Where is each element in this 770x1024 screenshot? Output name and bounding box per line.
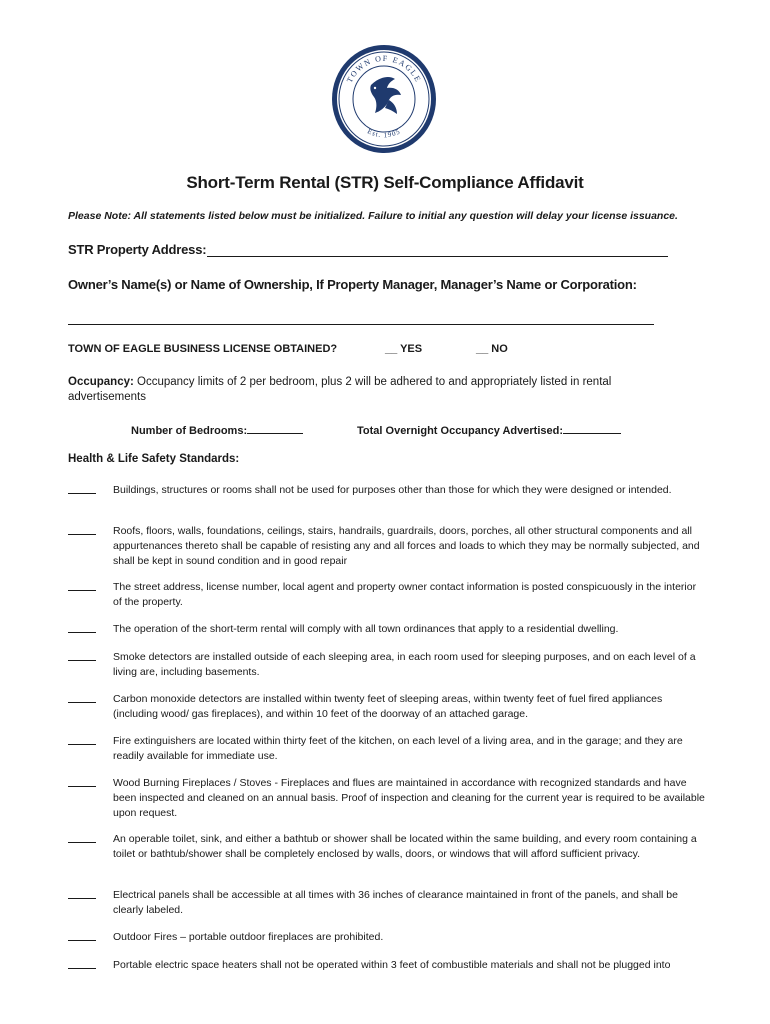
initial-field[interactable] bbox=[68, 958, 96, 974]
bedrooms-field[interactable] bbox=[247, 423, 303, 434]
overnight-occupancy-label: Total Overnight Occupancy Advertised: bbox=[357, 425, 563, 437]
list-item-text: Electrical panels shall be accessible at all times with 36 inches of clearance maintained in front of the panels, and shall be clearly labeled. bbox=[113, 889, 678, 916]
occupancy-label: Occupancy: bbox=[68, 376, 134, 388]
business-license-no[interactable]: __ NO bbox=[476, 343, 508, 355]
initial-field[interactable] bbox=[68, 650, 96, 666]
initial-field[interactable] bbox=[68, 524, 96, 540]
occupancy-text: Occupancy limits of 2 per bedroom, plus 2 will be adhered to and appropriately listed in rental advertisements bbox=[68, 376, 612, 403]
instruction-note: Please Note: All statements listed below must be initialized. Failure to initial any question will delay your license issuance. bbox=[68, 210, 678, 222]
town-seal-logo bbox=[331, 43, 437, 155]
list-item-text: An operable toilet, sink, and either a bathtub or shower shall be located within the same building, and every room containing a toilet or bathtub/shower shall be completely enclosed by walls, doors, or windows that will afford sufficient privacy. bbox=[113, 833, 697, 860]
list-item-text: Buildings, structures or rooms shall not be used for purposes other than those for which they were designed or intended. bbox=[113, 484, 672, 496]
initial-field[interactable] bbox=[68, 832, 96, 848]
address-label: STR Property Address: bbox=[68, 242, 207, 257]
page-title: Short-Term Rental (STR) Self-Compliance Affidavit bbox=[186, 173, 584, 192]
list-item-text: Portable electric space heaters shall not be operated within 3 feet of combustible materials and shall not be plugged into bbox=[113, 959, 671, 971]
overnight-occupancy-field[interactable] bbox=[563, 423, 621, 434]
initial-field[interactable] bbox=[68, 776, 96, 792]
list-item-text: The operation of the short-term rental will comply with all town ordinances that apply to a residential dwelling. bbox=[113, 623, 619, 635]
list-item-text: Fire extinguishers are located within thirty feet of the kitchen, on each level of a living area, and in the garage; and they are readily available for immediate use. bbox=[113, 735, 683, 762]
section-title: Health & Life Safety Standards: bbox=[68, 453, 240, 465]
business-license-yes[interactable]: __ YES bbox=[385, 343, 423, 355]
owner-field[interactable] bbox=[68, 312, 654, 325]
occupancy-statement bbox=[68, 375, 688, 405]
list-item-text: Roofs, floors, walls, foundations, ceilings, stairs, handrails, guardrails, doors, porches, all other structural components and all appurtenances thereto shall be capable of resisting any and all forces and loads to which they may be normally subjected, and shall be kept in sound condition and in good repair bbox=[113, 525, 700, 567]
seal-top-text: TOWN OF EAGLE bbox=[344, 53, 424, 85]
list-item-text: Carbon monoxide detectors are installed within twenty feet of sleeping areas, within twenty feet of fuel fired appliances (including wood/ gas fireplaces), and within 10 feet of the doorway of an attached garage. bbox=[113, 693, 663, 720]
list-item-text: The street address, license number, local agent and property owner contact information is posted conspicuously in the interior of the property. bbox=[113, 581, 697, 608]
business-license-label: TOWN OF EAGLE BUSINESS LICENSE OBTAINED? bbox=[68, 343, 338, 355]
bedrooms-row bbox=[131, 423, 303, 437]
seal-bottom-text: Est. 1905 bbox=[366, 127, 402, 140]
initial-field[interactable] bbox=[68, 483, 96, 499]
initial-field[interactable] bbox=[68, 734, 96, 750]
list-item-text: Smoke detectors are installed outside of each sleeping area, in each room used for sleeping purposes, and on each level of a living are, including basements. bbox=[113, 651, 696, 678]
list-item-text: Wood Burning Fireplaces / Stoves - Fireplaces and flues are maintained in accordance with recognized standards and have been inspected and cleaned on an annual basis. Proof of inspection and cleaning for the current year is required to be available upon request. bbox=[113, 777, 705, 819]
owner-label: Owner’s Name(s) or Name of Ownership, If Property Manager, Manager’s Name or Corporation: bbox=[68, 277, 637, 292]
bedrooms-label: Number of Bedrooms: bbox=[131, 425, 248, 437]
initial-field[interactable] bbox=[68, 580, 96, 596]
list-item-text: Outdoor Fires – portable outdoor fireplaces are prohibited. bbox=[113, 931, 384, 943]
initial-field[interactable] bbox=[68, 888, 96, 904]
eagle-seal-icon bbox=[331, 43, 437, 155]
initial-field[interactable] bbox=[68, 930, 96, 946]
initial-field[interactable] bbox=[68, 692, 96, 708]
initial-field[interactable] bbox=[68, 622, 96, 638]
address-field[interactable] bbox=[207, 242, 668, 257]
overnight-row bbox=[357, 423, 621, 437]
